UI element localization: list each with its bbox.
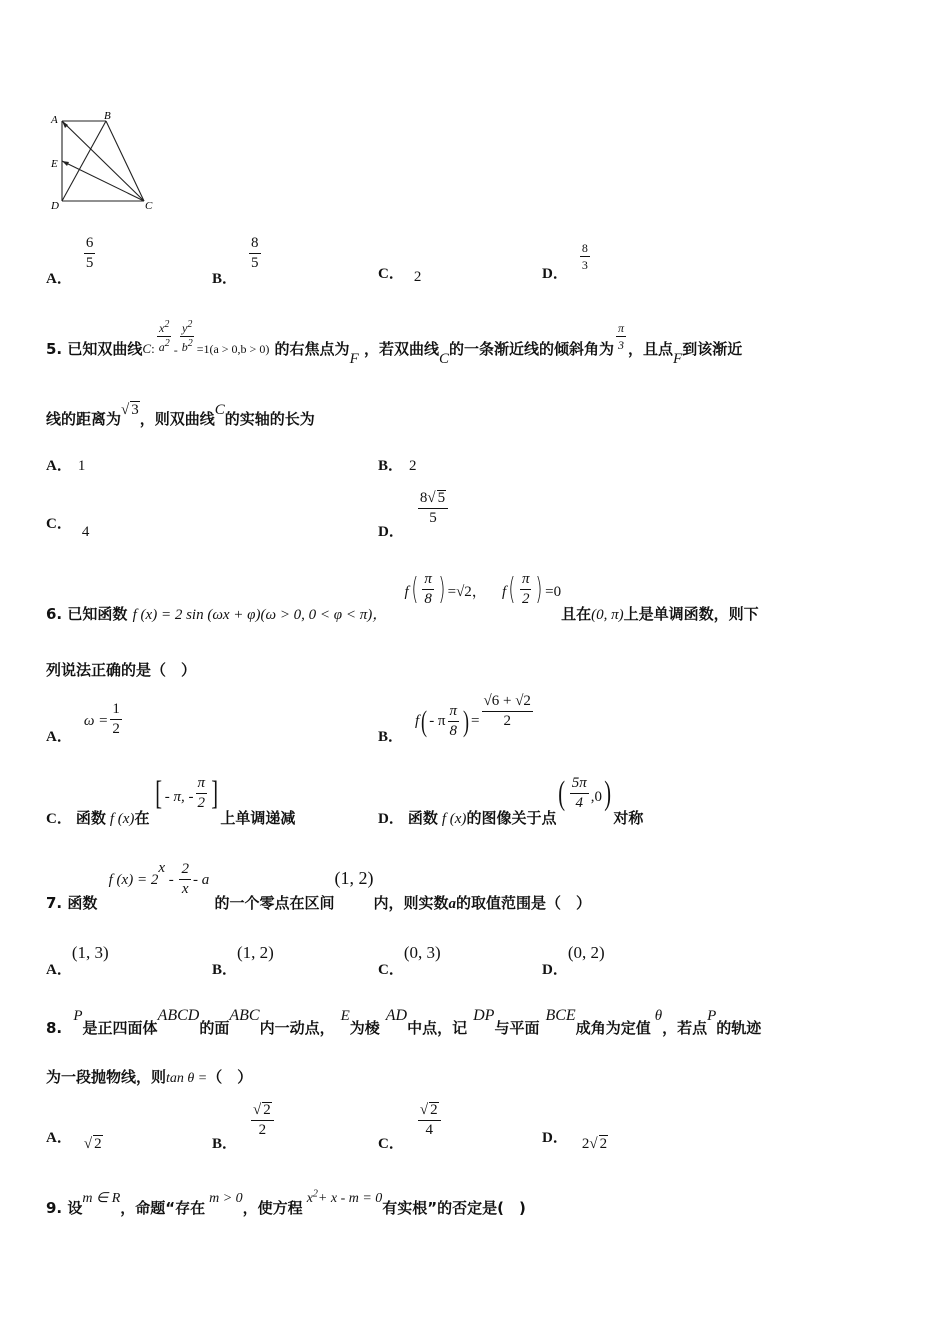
q8-option-c: C． $\frac{√ 2}{4}$ [378,1102,443,1138]
q6-line-2: 列说法正确的是（ ） [46,661,197,679]
geometry-figure [40,105,170,220]
figure-label-b: B [104,110,111,122]
q5-line-2: 线的距离为√ 3，则双曲线C的实轴的长为 [46,402,315,428]
q7-option-b: B．(1, 2) [212,943,274,978]
figure-label-a: A [51,114,58,126]
q6-option-b: B． f( - π $\frac{\pi}{8}$ ) = $\frac{√6 + √2}{2}$ [378,693,531,746]
q4-option-c: C． 2 [378,266,422,285]
figure-label-d: D [51,200,59,212]
q8-option-d: D． 2√ 2 [542,1130,608,1152]
figure-label-e: E [51,158,58,170]
q6-line-1: 6. 已知函数 f (x) = 2 sin (ωx + φ)(ω > 0, 0 < φ < π)， f( $\frac{\pi}{8}$ ) =√2， f( $\frac{\pi}{2}$ ) =0且在(0, π)上是单调函数，则下 [46,571,759,623]
q6-option-c: C． 函数 f (x)在 [ - π, - $\frac{\pi}{2}$ ]上单调递减 [46,774,296,828]
q5-option-c: C． 4 [46,516,90,540]
q5-option-b: B． 2 [378,458,417,474]
q5-option-d: D． $\frac{8√ 5}{5}$ [378,490,450,526]
figure-label-c: C [145,200,153,212]
q7-option-c: C．(0, 3) [378,943,441,978]
q6-option-a: A． ω = $\frac{1}{2}$ [46,701,120,746]
q4-option-b: B． $\frac{8}{5}$ [212,235,259,288]
q8-option-b: B． $\frac{√ 2}{2}$ [212,1102,276,1138]
q8-option-a: A． √ 2 [46,1130,102,1152]
q4-option-d: D． $\frac{8}{3}$ [542,241,588,283]
q8-line-2: 为一段抛物线，则tan θ =（ ） [46,1068,253,1086]
q7-line-1: 7. 函数 f $(x) = 2^x$ - $\frac{2}{x}$ - a 的一个零点在区间(1, 2)内，则实数a的取值范围是（ ） [46,860,592,912]
q4-option-a: A． $\frac{6}{5}$ [46,235,94,288]
q7-option-d: D．(0, 2) [542,943,605,978]
q7-option-a: A．(1, 3) [46,943,109,978]
q9-line-1: 9. 设m ∈ R，命题“存在m > 0，使方程$x^2+ x - m = 0$有实根”的否定是( ) [46,1188,526,1217]
q8-line-1: 8. P是正四面体ABCD的面ABC内一动点，E为棱AD中点，记DP与平面BCE成角为定值θ，若点P的轨迹 [46,1007,762,1037]
q5-option-a: A． 1 [46,458,86,474]
q6-option-d: D． 函数 f (x)的图像关于点( $\frac{5\pi}{4}$ ,0)对称 [378,774,644,828]
q5-line-1: 5. 已知双曲线C: $\frac{x^2}{a^2}$ $_-$ $\frac{y^2}{b^2}$ $_{=1(a > 0,b > 0)}$ 的右焦点为F ，若双曲线C的一条渐近线的倾斜角为 $\frac{\pi}{3}$ ，且点F到该渐近 [46,319,743,367]
